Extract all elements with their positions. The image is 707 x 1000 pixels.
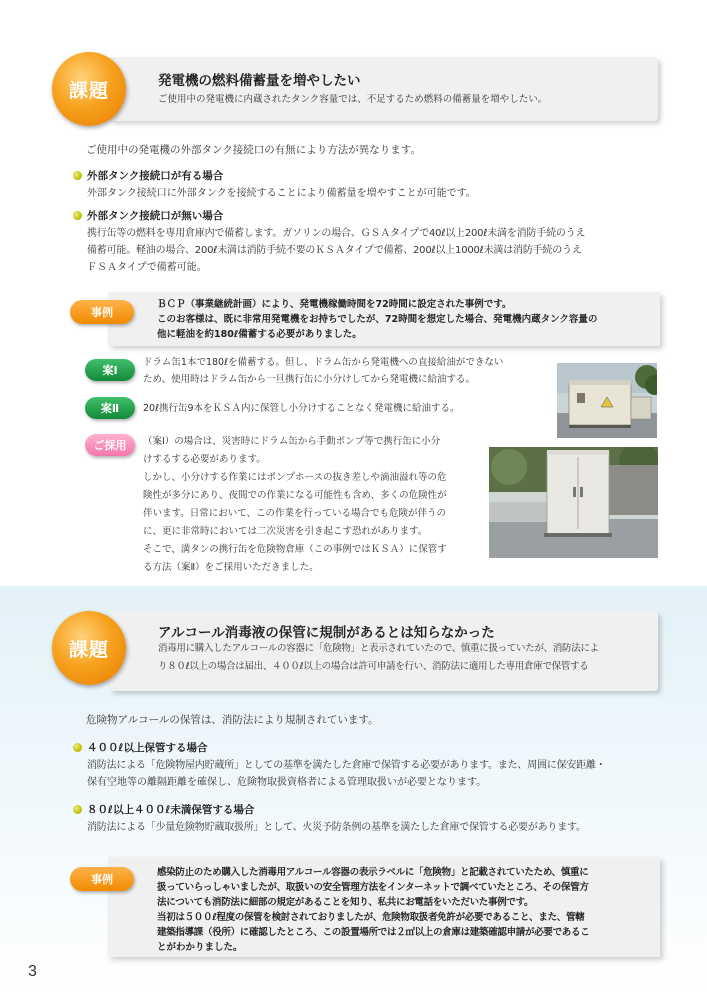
section1-kadai-badge: 課題: [52, 52, 126, 126]
section2-subtitle-line2: り８０ℓ以上の場合は届出、４００ℓ以上の場合は許可申請を行い、消防法に適用した専用倉庫で保管する: [158, 661, 589, 672]
page-number: 3: [28, 963, 37, 980]
adopt-line2: けするする必要があります。: [143, 454, 266, 465]
adopt-line8: る方法（案Ⅱ）をご採用いただきました。: [143, 562, 319, 573]
section1-title-box: [110, 57, 658, 121]
adopt-line5: 伴います。日常において、この作業を行っている場合でも危険が伴うの: [143, 508, 447, 519]
section1-item1-body: 外部タンク接続口に外部タンクを接続することにより備蓄量を増やすことが可能です。: [87, 188, 476, 199]
section2-kadai-badge: 課題: [52, 611, 126, 685]
section1-item2-body-line1: 携行缶等の燃料を専用倉庫内で備蓄します。ガソリンの場合、ＧＳＡタイプで40ℓ以上200ℓ未満を消防手続のうえ: [87, 228, 586, 239]
section2-jirei-line4: 当初は５００ℓ程度の保管を検討されておりましたが、危険物取扱者免許が必要であること、また、管轄: [157, 912, 585, 923]
generator-photo: [557, 363, 657, 438]
storage-warehouse-photo: [489, 447, 658, 558]
section2-jirei-line2: 扱っていらっしゃいましたが、取扱いの安全管理方法をインターネットで調べていたところ、その保管方: [157, 882, 589, 893]
an1-text-line1: ドラム缶1本で180ℓを備蓄する。但し、ドラム缶から発電機への直接給油ができない: [143, 357, 504, 368]
an2-badge: 案Ⅱ: [85, 397, 135, 419]
section2-jirei-line5: 建築指導課（役所）に確認したところ、この設置場所では２㎡以上の倉庫は建築確認申請が必要であるこ: [157, 927, 590, 938]
section2-item2-head: ８０ℓ以上４００ℓ未満保管する場合: [87, 804, 255, 816]
an1-badge: 案Ⅰ: [85, 359, 135, 381]
section1-jirei-line2: このお客様は、既に非常用発電機をお持ちでしたが、72時間を想定した場合、発電機内蔵タンク容量の: [157, 314, 598, 325]
bullet-icon: [73, 805, 82, 814]
section2-item2-body: 消防法による「少量危険物貯蔵取扱所」として、火災予防条例の基準を満たした倉庫で保管する必要があります。: [87, 822, 586, 833]
section1-item1-head: 外部タンク接続口が有る場合: [87, 170, 224, 182]
section1-item2-head: 外部タンク接続口が無い場合: [87, 210, 224, 222]
bullet-icon: [73, 211, 82, 220]
adopt-line7: そこで、満タンの携行缶を危険物倉庫（この事例ではＫＳＡ）に保管す: [143, 544, 447, 555]
section2-jirei-line1: 感染防止のため購入した消毒用アルコール容器の表示ラベルに「危険物」と記載されていたため、慎重に: [157, 867, 589, 878]
section1-item2-body-line2: 備蓄可能。軽油の場合、200ℓ未満は消防手続不要のＫＳＡタイプで備蓄、200ℓ以上1000ℓ未満は消防手続のうえ: [87, 245, 582, 256]
section2-intro: 危険物アルコールの保管は、消防法により規制されています。: [86, 714, 379, 726]
adopt-line4: 険性が多分にあり、夜間での作業になる可能性も含め、多くの危険性が: [143, 490, 447, 501]
bullet-icon: [73, 171, 82, 180]
section2-item1-body-line1: 消防法による「危険物屋内貯蔵所」としての基準を満たした倉庫で保管する必要があります。また、周囲に保安距離・: [87, 760, 606, 771]
adopt-line3: しかし、小分けする作業にはポンプホースの抜き差しや滴油溢れ等の危: [143, 472, 447, 483]
section1-intro: ご使用中の発電機の外部タンク接続口の有無により方法が異なります。: [86, 144, 421, 156]
section2-jirei-badge: 事例: [70, 867, 134, 891]
section2-title: アルコール消毒液の保管に規制があるとは知らなかった: [158, 625, 495, 641]
an1-text-line2: ため、使用時はドラム缶から一旦携行缶に小分けしてから発電機に給油する。: [143, 374, 476, 385]
section2-item1-body-line2: 保有空地等の離隔距離を確保し、危険物取扱資格者による管理取扱いが必要となります。: [87, 777, 487, 788]
adopt-line1: （案Ⅰ）の場合は、災害時にドラム缶から手動ポンプ等で携行缶に小分: [143, 436, 441, 447]
an2-text: 20ℓ携行缶9本をＫＳＡ内に保管し小分けすることなく発電機に給油する。: [143, 403, 460, 414]
section1-jirei-line1: ＢＣＰ（事業継続計画）により、発電機稼働時間を72時間に設定された事例です。: [157, 299, 512, 310]
section2-jirei-line6: とがわかりました。: [157, 942, 243, 953]
section1-jirei-badge: 事例: [70, 300, 134, 324]
adopt-badge: ご採用: [85, 434, 135, 456]
section1-item2-body-line3: ＦＳＡタイプで備蓄可能。: [87, 262, 207, 273]
section1-title: 発電機の燃料備蓄量を増やしたい: [158, 73, 361, 89]
section1-subtitle: ご使用中の発電機に内蔵されたタンク容量では、不足するため燃料の備蓄量を増やしたい。: [158, 94, 548, 105]
section2-subtitle-line1: 消毒用に購入したアルコールの容器に「危険物」と表示されていたので、慎重に扱っていたが、消防法によ: [158, 643, 599, 654]
section2-item1-head: ４００ℓ以上保管する場合: [87, 742, 208, 754]
bullet-icon: [73, 743, 82, 752]
adopt-line6: に、更に非常時においては二次災害を引き起こす恐れがあります。: [143, 526, 428, 537]
section1-jirei-line3: 他に軽油を約180ℓ備蓄する必要がありました。: [157, 329, 362, 340]
section2-jirei-line3: 法についても消防法に細部の規定があることを知り、私共にお電話をいただいた事例です。: [157, 897, 534, 908]
